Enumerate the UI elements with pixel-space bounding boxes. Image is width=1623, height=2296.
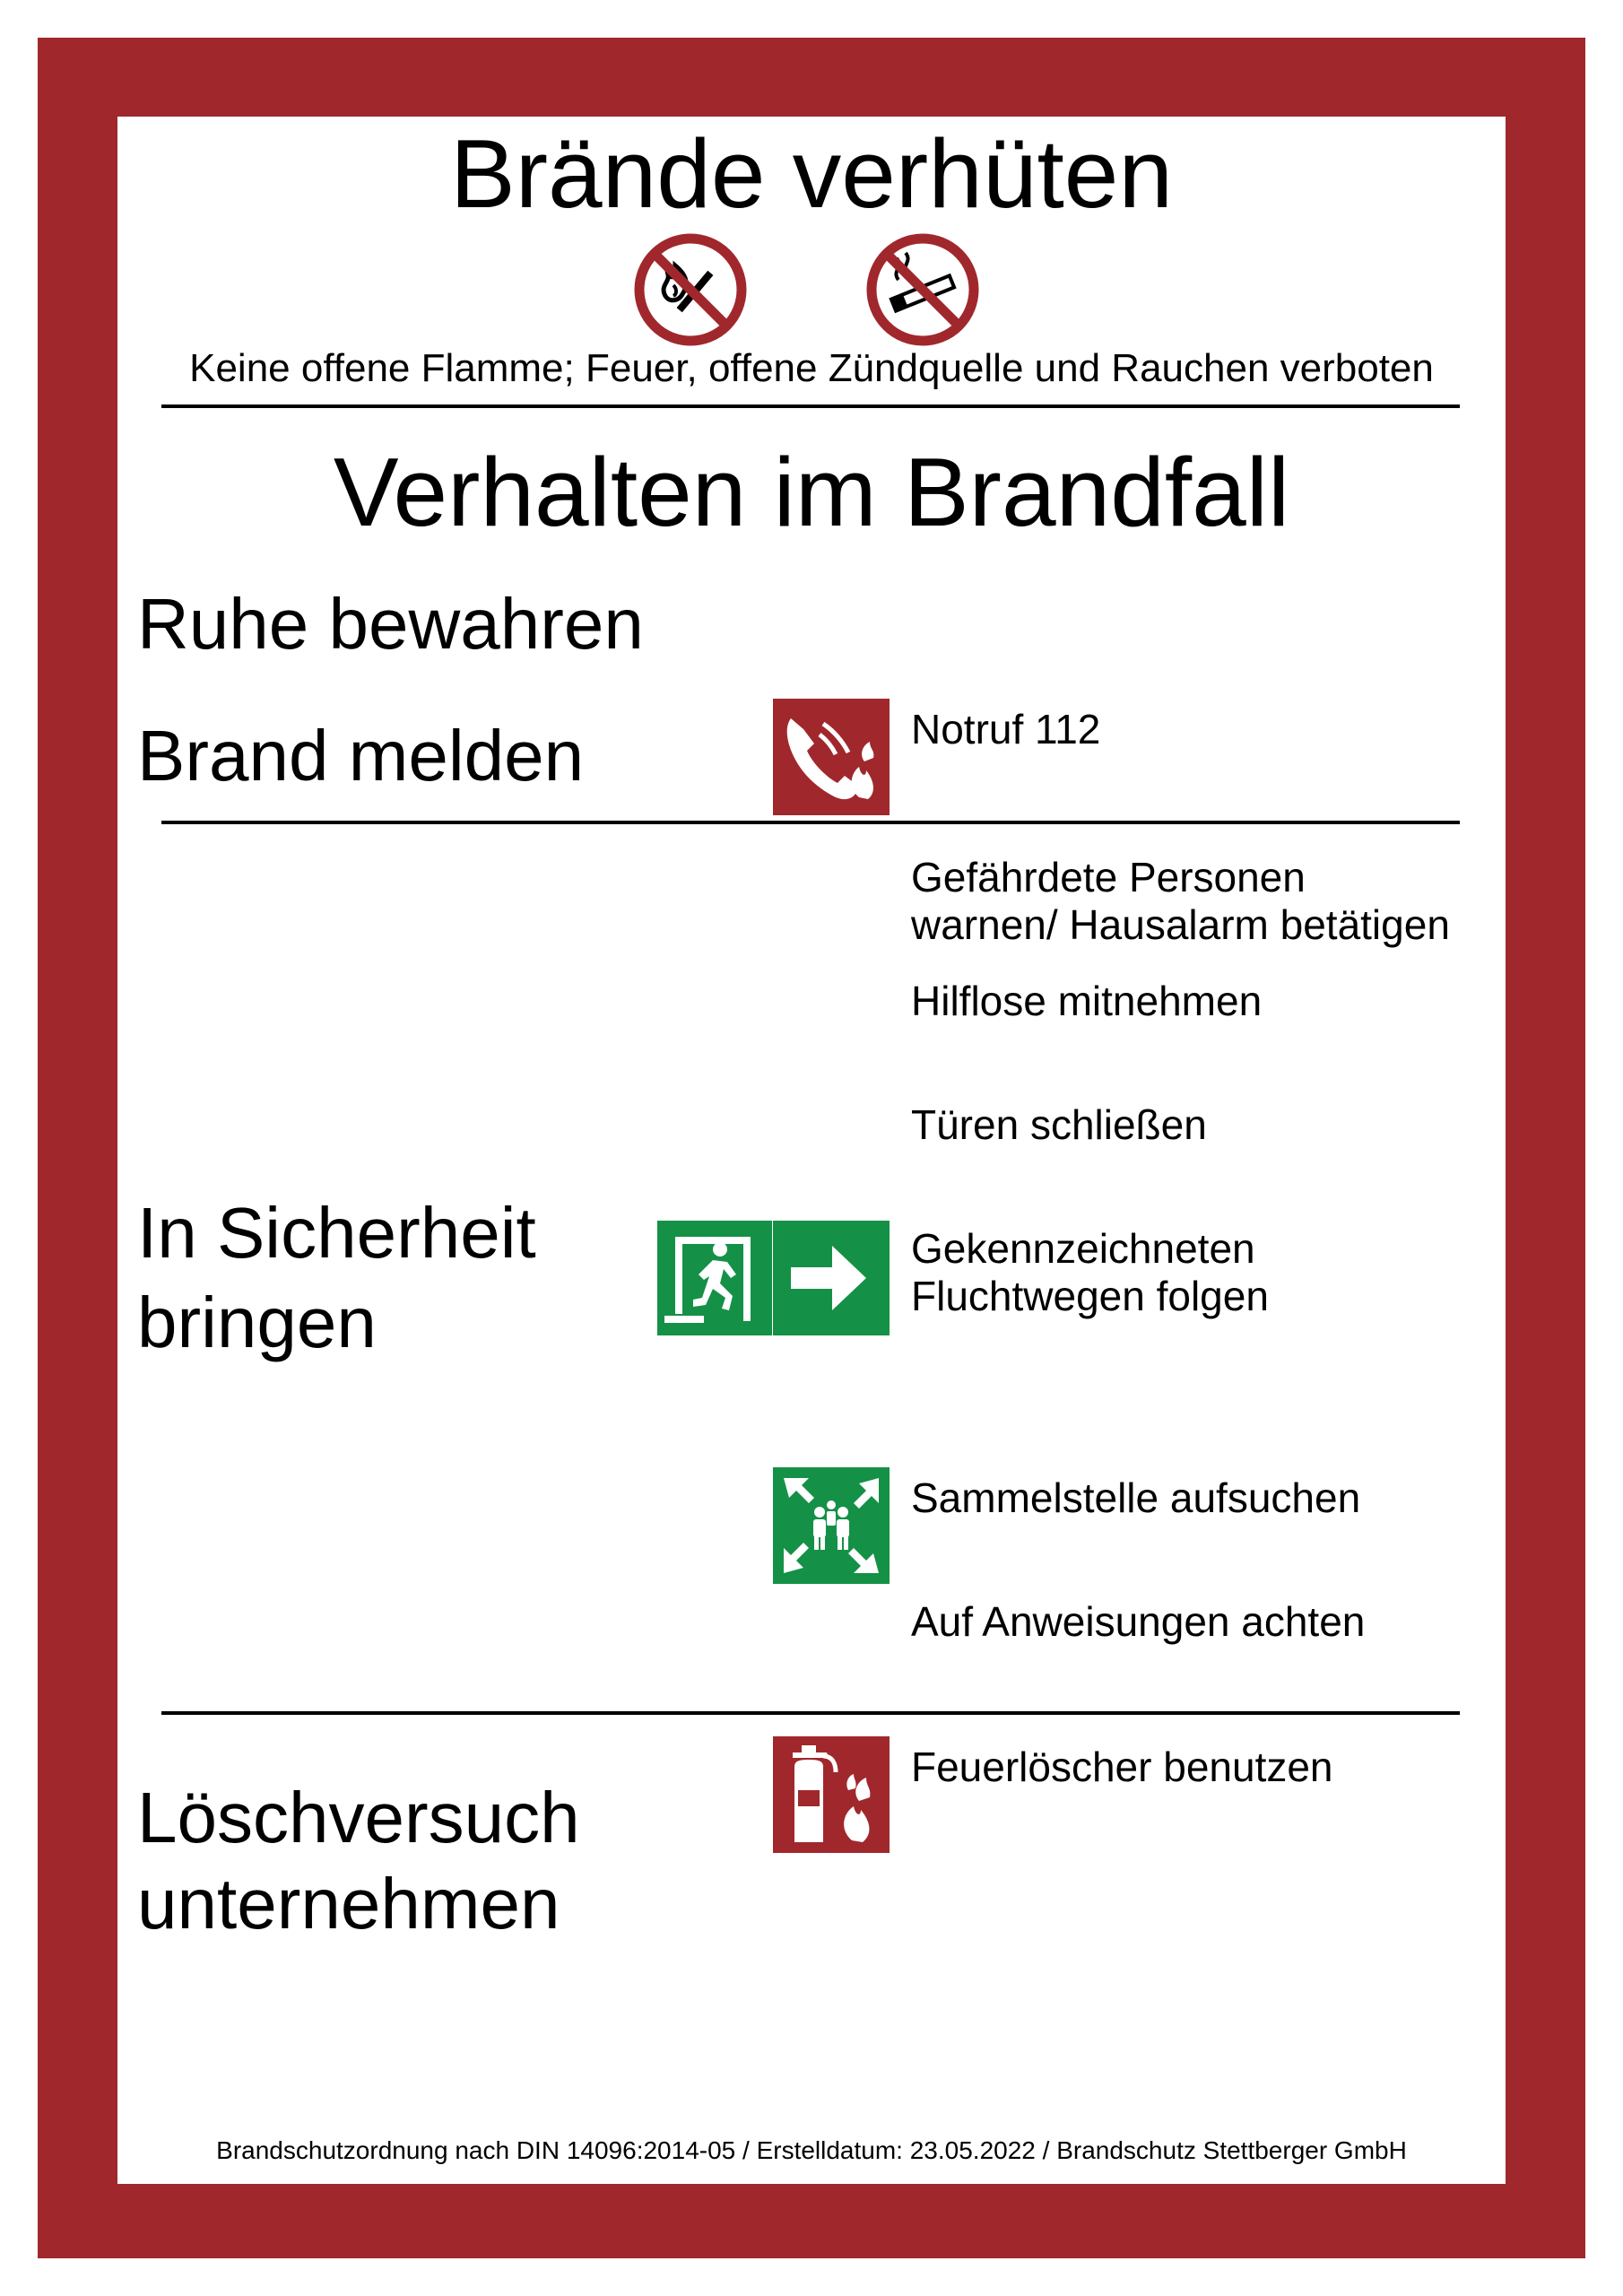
safety-heading-line1: In Sicherheit <box>137 1193 536 1273</box>
prevention-title: Brände verhüten <box>450 119 1173 229</box>
safety-heading-line2: bringen <box>137 1283 377 1362</box>
emergency-exit-icon <box>657 1221 772 1335</box>
report-note: Notruf 112 <box>911 706 1101 752</box>
safety-item-5: Gekennzeichneten <box>911 1225 1255 1272</box>
safety-item-3: Hilflose mitnehmen <box>911 978 1263 1024</box>
prevention-subtitle: Keine offene Flamme; Feuer, offene Zündquelle und Rauchen verboten <box>189 346 1434 390</box>
divider-2 <box>161 821 1460 824</box>
divider-1 <box>161 404 1460 408</box>
fire-extinguisher-icon <box>773 1736 890 1853</box>
divider-3 <box>161 1711 1460 1715</box>
fire-alarm-telephone-icon <box>773 699 890 815</box>
safety-item-7: Sammelstelle aufsuchen <box>911 1474 1361 1521</box>
footer-text: Brandschutzordnung nach DIN 14096:2014-05 / Erstelldatum: 23.05.2022 / Brandschutz Stettberger GmbH <box>216 2136 1407 2164</box>
extinguish-heading-line1: Löschversuch <box>137 1778 580 1857</box>
behavior-title: Verhalten im Brandfall <box>333 438 1290 547</box>
calm-heading: Ruhe bewahren <box>137 584 644 664</box>
safety-item-2: warnen/ Hausalarm betätigen <box>911 901 1450 948</box>
safety-item-4: Türen schließen <box>911 1101 1207 1148</box>
report-heading: Brand melden <box>137 716 585 796</box>
no-open-flame-icon <box>632 231 749 348</box>
no-smoking-icon <box>864 231 981 348</box>
extinguish-note: Feuerlöscher benutzen <box>911 1744 1333 1790</box>
direction-arrow-right-icon <box>773 1221 890 1335</box>
assembly-point-icon <box>773 1467 890 1584</box>
safety-item-6: Fluchtwegen folgen <box>911 1273 1269 1319</box>
safety-item-1: Gefährdete Personen <box>911 854 1306 900</box>
safety-item-8: Auf Anweisungen achten <box>911 1598 1366 1645</box>
extinguish-heading-line2: unternehmen <box>137 1864 560 1944</box>
